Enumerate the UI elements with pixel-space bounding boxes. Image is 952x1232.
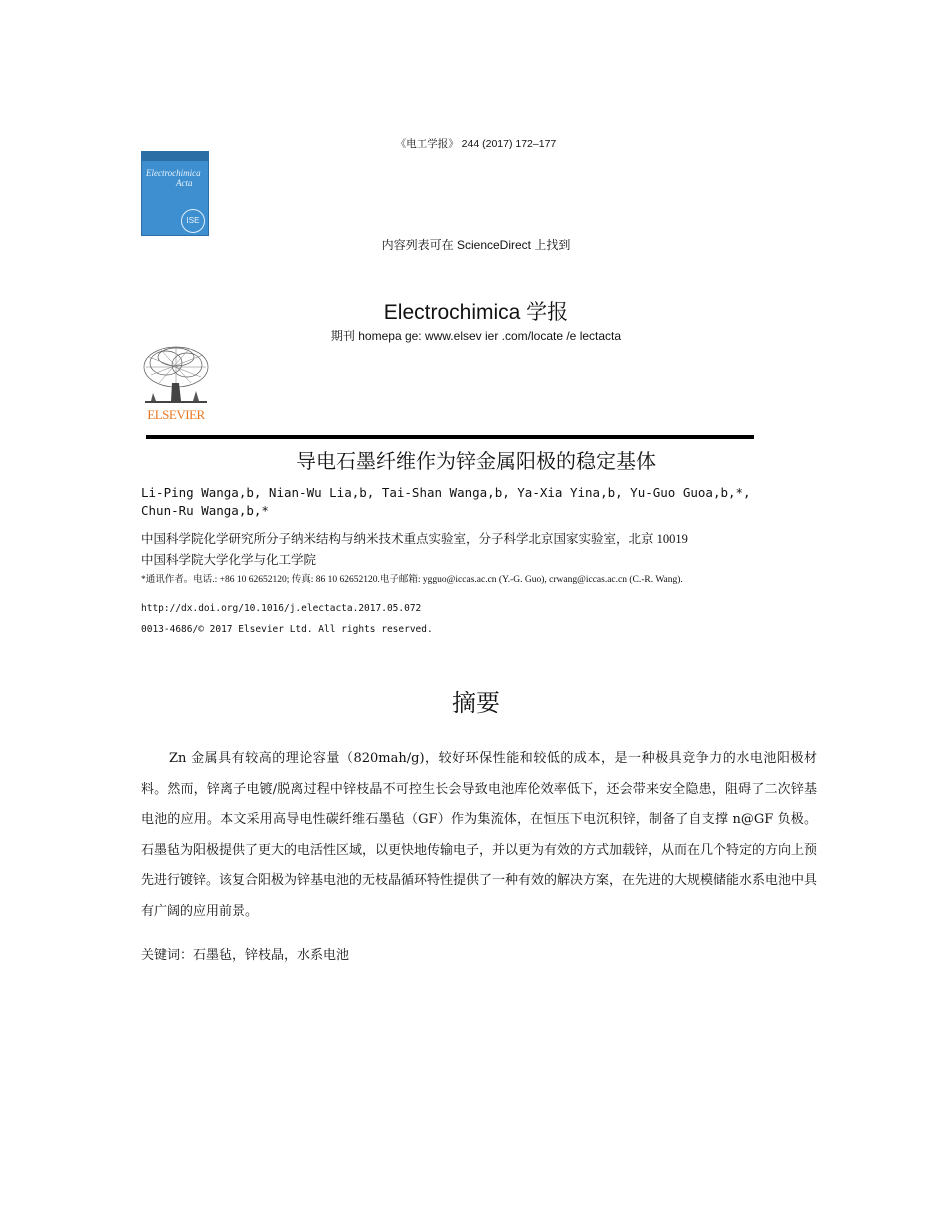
header-divider — [146, 435, 754, 439]
journal-homepage: 期刊 homepa ge: www.elsev ier .com/locate /e lectacta — [330, 329, 622, 343]
affiliation-1: 中国科学院化学研究所分子纳米结构与纳米技术重点实验室，分子科学北京国家实验室，北京 10019 — [141, 532, 688, 546]
cover-top-strip — [142, 152, 208, 161]
article-title: 导电石墨纤维作为锌金属阳极的稳定基体 — [296, 449, 656, 473]
keywords: 关键词：石墨毡，锌枝晶，水系电池 — [141, 948, 350, 963]
journal-citation: 《电工学报》 244 (2017) 172–177 — [395, 138, 557, 150]
cover-journal-title — [146, 168, 201, 188]
journal-title: Electrochimica 学报 — [383, 301, 569, 324]
elsevier-logo — [141, 345, 211, 423]
cover-title-line-1: Electrochimica — [146, 168, 201, 178]
elsevier-tree-icon — [141, 345, 211, 407]
journal-cover-image — [141, 151, 209, 236]
correspondence-note: *通讯作者。电话.: +86 10 62652120; 传真: 86 10 62652120.电子邮箱: ygguo@iccas.ac.cn (Y.-G. Guo), crwang@iccas.ac.cn (C.-R. Wang). — [141, 575, 683, 585]
abstract-body: Zn 金属具有较高的理论容量（820mah/g)，较好环保性能和较低的成本，是一种极具竞争力的水电池阳极材料。然而，锌离子电镀/脱离过程中锌枝晶不可控生长会导致电池库伦效率低下，还会带来安全隐患，阻碍了二次锌基电池的应用。本文采用高导电性碳纤维石墨毡（GF）作为集流体，在恒压下电沉积锌，制备了自支撑 n@GF 负极。石墨毡为阳极提供了更大的电活性区域，以更快地传输电子，并以更为有效的方式加载锌，从而在几个特定的方向上预先进行镀锌。该复合阳极为锌基电池的无枝晶循环特性提供了一种有效的解决方案，在先进的大规模储能水系电池中具有广阔的应用前景。 — [141, 751, 818, 919]
affiliation-2: 中国科学院大学化学与化工学院 — [141, 553, 317, 567]
contents-availability: 内容列表可在 ScienceDirect 上找到 — [381, 238, 571, 252]
copyright-line: 0013-4686/© 2017 Elsevier Ltd. All rights reserved. — [141, 624, 433, 635]
doi-link[interactable]: http://dx.doi.org/10.1016/j.electacta.2017.05.072 — [141, 603, 422, 614]
cover-title-line-2: Acta — [176, 178, 193, 188]
ise-badge-icon: ISE — [181, 209, 205, 233]
elsevier-wordmark: ELSEVIER — [147, 407, 205, 422]
abstract-heading: 摘要 — [452, 689, 500, 717]
author-list: Li-Ping Wanga,b, Nian-Wu Lia,b, Tai-Shan Wanga,b, Ya-Xia Yina,b, Yu-Guo Guoa,b,*, Chun-Ru Wanga,b,* — [141, 485, 751, 518]
